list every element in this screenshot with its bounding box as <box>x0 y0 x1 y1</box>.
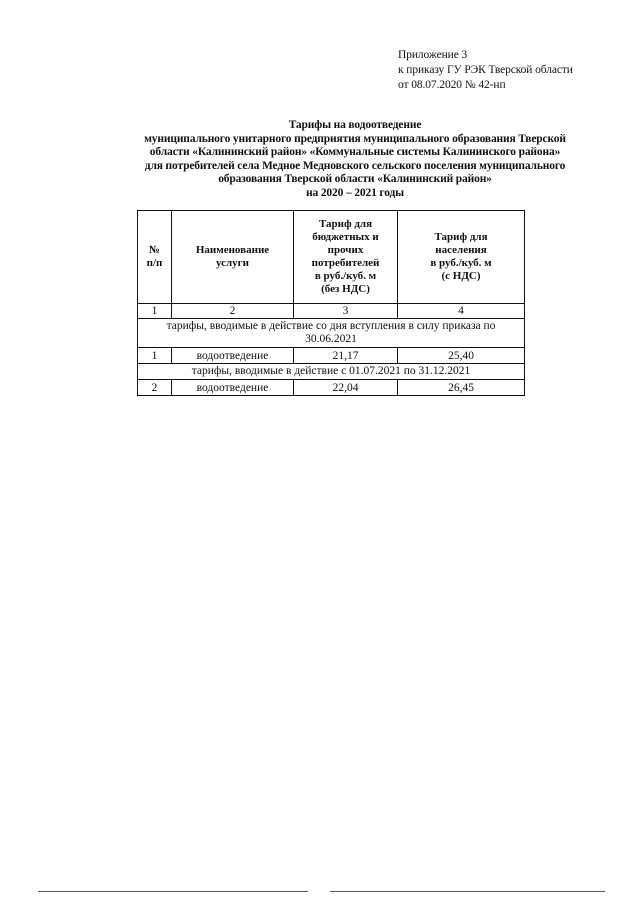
table-row <box>138 348 525 364</box>
title-line: на 2020 – 2021 годы <box>306 186 404 199</box>
row-service: водоотведение <box>172 380 294 396</box>
table-header-row <box>138 211 525 304</box>
column-number: 3 <box>294 304 398 319</box>
title-line: для потребителей села Медное Медновского сельского поселения муниципального <box>144 159 566 172</box>
row-budget-tariff: 22,04 <box>294 380 398 396</box>
title-line: образования Тверской области «Калининский район» <box>218 173 492 185</box>
period-label: тарифы, вводимые в действие с 01.07.2021 по 31.12.2021 <box>138 364 525 380</box>
tariffs-table <box>137 210 525 396</box>
document-title <box>110 119 600 200</box>
row-population-tariff: 25,40 <box>398 348 525 364</box>
header-budget-tariff: Тариф для бюджетных и прочих потребителей в руб./куб. м (без НДС) <box>294 211 398 304</box>
title-line: муниципального унитарного предприятия муниципального образования Тверской <box>144 132 566 145</box>
column-number: 2 <box>172 304 294 319</box>
column-number: 4 <box>398 304 525 319</box>
period-row <box>138 364 525 380</box>
period-label: тарифы, вводимые в действие со дня вступления в силу приказа по 30.06.2021 <box>138 319 525 348</box>
header-service-name: Наименование услуги <box>172 211 294 304</box>
row-number: 2 <box>138 380 172 396</box>
row-population-tariff: 26,45 <box>398 380 525 396</box>
footer-divider <box>330 891 605 892</box>
appendix-number: Приложение 3 <box>398 49 468 61</box>
title-line: Тарифы на водоотведение <box>288 119 422 131</box>
appendix-reference <box>398 48 633 93</box>
row-service: водоотведение <box>172 348 294 364</box>
period-row <box>138 319 525 348</box>
header-number: № п/п <box>138 211 172 304</box>
table-row <box>138 380 525 396</box>
header-population-tariff: Тариф для населения в руб./куб. м (с НДС) <box>398 211 525 304</box>
appendix-order-date: от 08.07.2020 № 42-нп <box>398 79 506 91</box>
column-number-row <box>138 304 525 319</box>
row-budget-tariff: 21,17 <box>294 348 398 364</box>
appendix-order-ref: к приказу ГУ РЭК Тверской области <box>398 64 573 76</box>
column-number: 1 <box>138 304 172 319</box>
footer-divider <box>38 891 308 892</box>
title-line: области «Калининский район» «Коммунальные системы Калининского района» <box>149 146 561 158</box>
row-number: 1 <box>138 348 172 364</box>
